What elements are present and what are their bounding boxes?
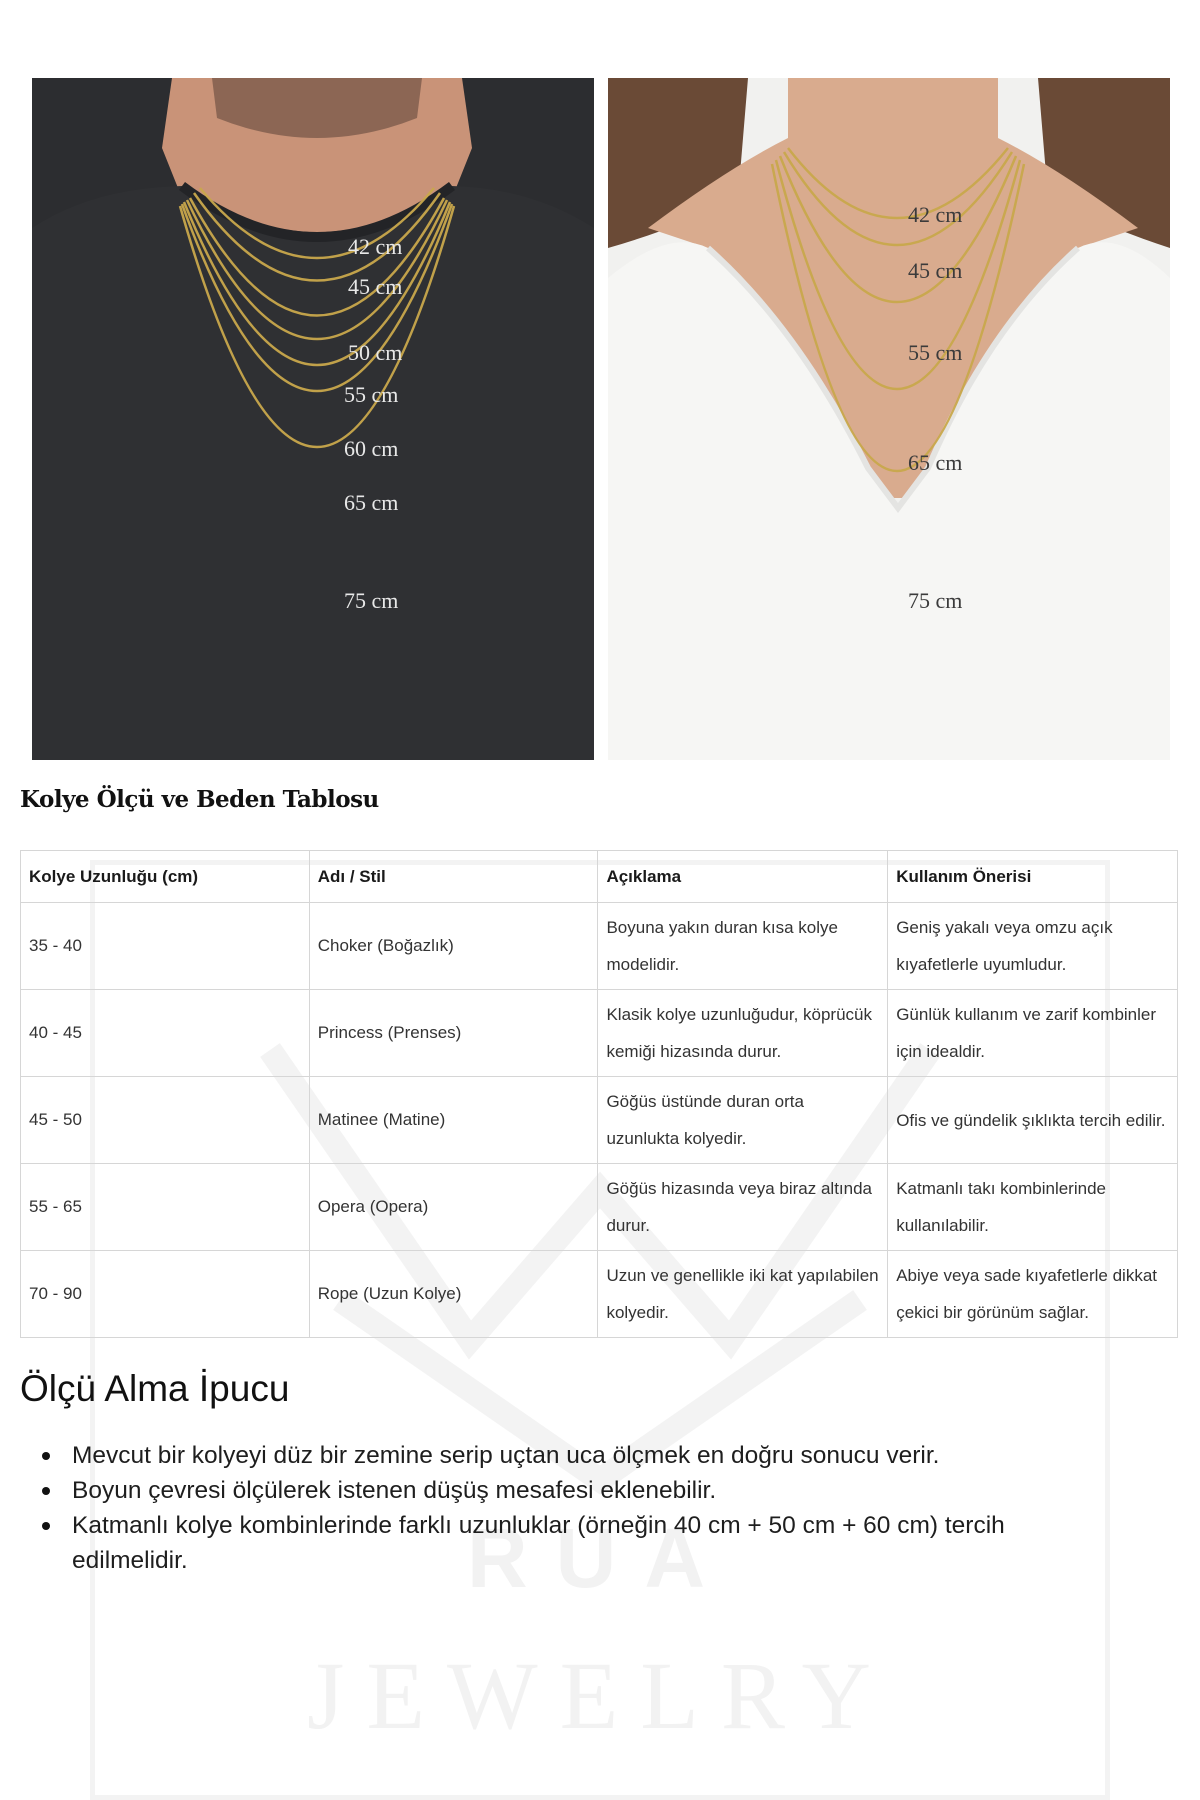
cell-length: 40 - 45 [21,990,310,1077]
cell-description: Göğüs hizasında veya biraz altında durur. [598,1164,888,1251]
table-row [21,1077,1178,1164]
cell-usage: Geniş yakalı veya omzu açık kıyafetlerle uyumludur. [888,903,1178,990]
women-label-55: 55 cm [908,340,963,365]
table-row [21,990,1178,1077]
header-length: Kolye Uzunluğu (cm) [21,851,310,903]
men-label-42: 42 cm [348,234,403,259]
men-label-45: 45 cm [348,274,403,299]
men-label-60: 60 cm [344,436,399,461]
cell-description: Uzun ve genellikle iki kat yapılabilen kolyedir. [598,1251,888,1338]
cell-usage: Abiye veya sade kıyafetlerle dikkat çekici bir görünüm sağlar. [888,1251,1178,1338]
cell-description: Klasik kolye uzunluğudur, köprücük kemiği hizasında durur. [598,990,888,1077]
men-label-50: 50 cm [348,340,403,365]
header-description: Açıklama [598,851,888,903]
women-label-65: 65 cm [908,450,963,475]
list-item: Boyun çevresi ölçülerek istenen düşüş mesafesi eklenebilir. [38,1473,1118,1508]
cell-usage: Katmanlı takı kombinlerinde kullanılabilir. [888,1164,1178,1251]
measuring-tip-title: Ölçü Alma İpucu [20,1368,290,1409]
cell-description: Göğüs üstünde duran orta uzunlukta kolyedir. [598,1077,888,1164]
men-label-65: 65 cm [344,490,399,515]
cell-style: Matinee (Matine) [309,1077,598,1164]
header-style: Adı / Stil [309,851,598,903]
size-table-title: Kolye Ölçü ve Beden Tablosu [20,786,379,813]
table-row [21,1251,1178,1338]
list-item: Katmanlı kolye kombinlerinde farklı uzunluklar (örneğin 40 cm + 50 cm + 60 cm) tercih edilmelidir. [38,1508,1118,1578]
watermark-rua: RUA [467,1511,733,1605]
measuring-tip-list [38,1438,1118,1578]
table-header-row [21,851,1178,903]
men-label-75: 75 cm [344,588,399,613]
cell-style: Rope (Uzun Kolye) [309,1251,598,1338]
cell-length: 45 - 50 [21,1077,310,1164]
table-row [21,903,1178,990]
cell-usage: Ofis ve gündelik şıklıkta tercih edilir. [888,1077,1178,1164]
women-necklace-length-photo [608,78,1170,760]
cell-length: 35 - 40 [21,903,310,990]
cell-style: Princess (Prenses) [309,990,598,1077]
list-item: Mevcut bir kolyeyi düz bir zemine serip uçtan uca ölçmek en doğru sonucu verir. [38,1438,1118,1473]
men-label-55: 55 cm [344,382,399,407]
cell-usage: Günlük kullanım ve zarif kombinler için idealdir. [888,990,1178,1077]
women-label-75: 75 cm [908,588,963,613]
women-label-45: 45 cm [908,258,963,283]
women-label-42: 42 cm [908,202,963,227]
watermark-jewelry: JEWELRY [307,1642,893,1749]
cell-style: Choker (Boğazlık) [309,903,598,990]
cell-description: Boyuna yakın duran kısa kolye modelidir. [598,903,888,990]
necklace-size-table [20,850,1178,1338]
cell-length: 55 - 65 [21,1164,310,1251]
header-usage: Kullanım Önerisi [888,851,1178,903]
cell-style: Opera (Opera) [309,1164,598,1251]
women-illustration [608,78,1170,760]
men-illustration [32,78,594,760]
men-necklace-length-photo [32,78,594,760]
table-row [21,1164,1178,1251]
cell-length: 70 - 90 [21,1251,310,1338]
